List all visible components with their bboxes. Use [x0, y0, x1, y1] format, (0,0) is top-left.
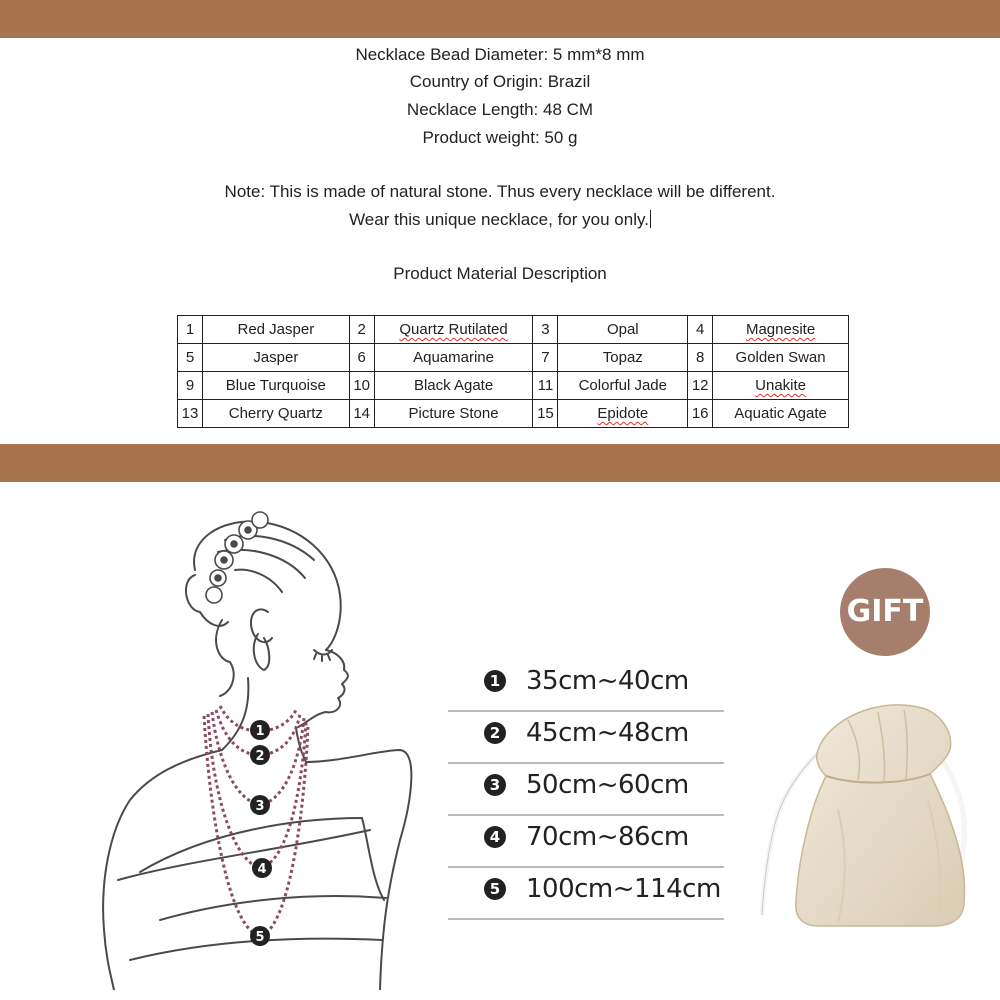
hair-flowers	[206, 512, 268, 603]
woman-necklace-illustration	[100, 500, 470, 990]
material-row	[178, 344, 849, 372]
material-number: 2	[349, 316, 374, 344]
material-number: 3	[533, 316, 558, 344]
material-name: Opal	[606, 321, 639, 338]
size-range-label: 70cm~86cm	[526, 822, 689, 852]
spec-weight: Product weight: 50 g	[422, 128, 578, 147]
bodice-top	[118, 830, 370, 880]
eye-lashes	[314, 654, 330, 661]
material-number: 15	[533, 400, 558, 428]
size-row	[440, 660, 730, 712]
size-range-label: 50cm~60cm	[526, 770, 689, 800]
marker-3: 3	[255, 799, 265, 814]
size-number-badge: 5	[484, 878, 506, 900]
material-name: Cherry Quartz	[228, 405, 323, 422]
size-number-badge: 3	[484, 774, 506, 796]
material-name-cell	[374, 372, 533, 400]
material-name-cell	[203, 316, 350, 344]
neck-front	[296, 728, 306, 762]
material-number: 16	[688, 400, 713, 428]
material-name: Golden Swan	[735, 349, 826, 366]
material-name: Quartz Rutilated	[399, 321, 508, 338]
hair-curl	[216, 620, 234, 696]
material-name-cell	[713, 344, 849, 372]
material-name: Aquatic Agate	[734, 405, 827, 422]
size-row	[440, 764, 730, 816]
bodice-side	[362, 818, 384, 900]
material-name-cell	[558, 344, 688, 372]
material-name-cell	[203, 372, 350, 400]
material-name: Jasper	[253, 349, 299, 366]
material-number: 6	[349, 344, 374, 372]
velvet-pouch-image	[758, 690, 980, 930]
material-table-title: Product Material Description	[393, 264, 607, 283]
material-name-cell	[203, 400, 350, 428]
size-row	[440, 712, 730, 764]
length-markers	[250, 720, 272, 946]
top-brown-band	[0, 0, 1000, 38]
size-row	[440, 868, 730, 920]
size-range-label: 45cm~48cm	[526, 718, 689, 748]
material-row	[178, 316, 849, 344]
spec-bead-diameter: Necklace Bead Diameter: 5 mm*8 mm	[355, 45, 645, 64]
material-name: Unakite	[755, 377, 806, 394]
marker-4: 4	[257, 862, 267, 877]
text-cursor	[650, 210, 651, 228]
marker-5: 5	[255, 930, 265, 945]
material-name-cell	[374, 316, 533, 344]
material-number: 4	[688, 316, 713, 344]
material-name-cell	[203, 344, 350, 372]
gift-badge: GIFT	[840, 568, 930, 656]
spec-length: Necklace Length: 48 CM	[406, 100, 594, 119]
material-row	[178, 400, 849, 428]
pouch-body	[796, 705, 965, 926]
material-number: 9	[178, 372, 203, 400]
note-line-2	[0, 210, 1000, 230]
length-size-guide	[440, 660, 730, 930]
spec-origin: Country of Origin: Brazil	[409, 72, 591, 91]
material-name-cell	[713, 316, 849, 344]
material-name: Red Jasper	[237, 321, 315, 338]
material-row	[178, 372, 849, 400]
material-name: Aquamarine	[413, 349, 494, 366]
size-row-divider	[448, 918, 724, 920]
material-number: 5	[178, 344, 203, 372]
size-number-badge: 4	[484, 826, 506, 848]
middle-brown-band	[0, 444, 1000, 482]
material-name-cell	[374, 344, 533, 372]
material-number: 12	[688, 372, 713, 400]
material-number: 1	[178, 316, 203, 344]
size-range-label: 100cm~114cm	[526, 874, 721, 904]
size-range-label: 35cm~40cm	[526, 666, 689, 696]
size-number-badge: 1	[484, 670, 506, 692]
neck-back	[222, 678, 248, 750]
material-name: Black Agate	[413, 377, 494, 394]
material-name: Topaz	[602, 349, 643, 366]
material-name-cell	[713, 400, 849, 428]
material-table	[177, 315, 849, 428]
material-name-cell	[558, 400, 688, 428]
material-name: Magnesite	[745, 321, 816, 338]
material-number: 7	[533, 344, 558, 372]
material-number: 11	[533, 372, 558, 400]
material-name: Colorful Jade	[578, 377, 667, 394]
earring	[254, 634, 270, 670]
material-number: 14	[349, 400, 374, 428]
marker-1: 1	[255, 724, 265, 739]
note-line-2-text: Wear this unique necklace, for you only.	[349, 210, 649, 229]
material-number: 13	[178, 400, 203, 428]
material-name-cell	[374, 400, 533, 428]
size-number-badge: 2	[484, 722, 506, 744]
material-name-cell	[558, 372, 688, 400]
material-name-cell	[558, 316, 688, 344]
right-shoulder-arm	[306, 750, 411, 990]
material-name: Blue Turquoise	[225, 377, 326, 394]
bodice-fold-2	[160, 896, 386, 920]
material-number: 10	[349, 372, 374, 400]
material-name: Picture Stone	[408, 405, 499, 422]
material-number: 8	[688, 344, 713, 372]
note-line-1: Note: This is made of natural stone. Thus every necklace will be different.	[224, 182, 776, 201]
size-row	[440, 816, 730, 868]
ear	[251, 609, 272, 642]
material-name-cell	[713, 372, 849, 400]
marker-2: 2	[255, 749, 265, 764]
material-name: Epidote	[597, 405, 649, 422]
